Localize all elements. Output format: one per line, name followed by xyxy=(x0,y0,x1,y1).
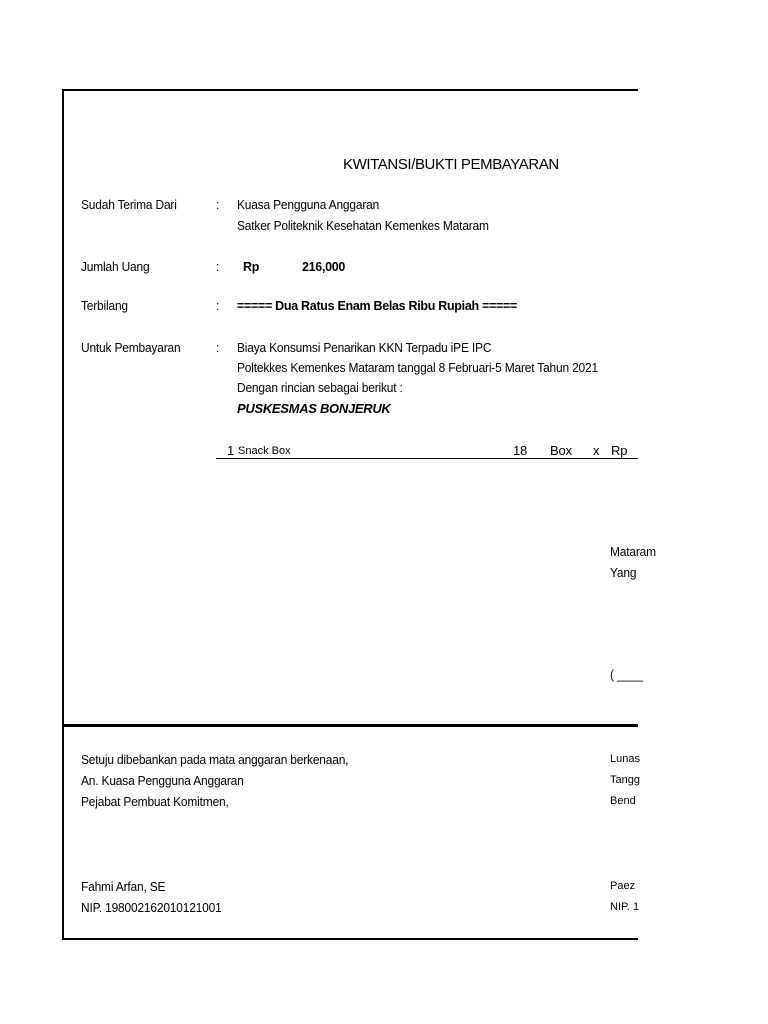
purpose-label: Untuk Pembayaran xyxy=(81,340,181,355)
section-divider xyxy=(62,724,638,727)
treasurer-line3: Bend xyxy=(610,795,636,807)
amount-currency: Rp xyxy=(243,260,260,274)
approval-line2: An. Kuasa Pengguna Anggaran xyxy=(81,773,244,788)
item-underline xyxy=(216,458,638,459)
receiver-line1: Mataram xyxy=(610,544,656,559)
received-from-line1: Kuasa Pengguna Anggaran xyxy=(237,197,380,212)
treasurer-nip: NIP. 1 xyxy=(610,901,640,913)
purpose-line1: Biaya Konsumsi Penarikan KKN Terpadu iPE IPC xyxy=(237,340,492,355)
purpose-location: PUSKESMAS BONJERUK xyxy=(237,401,391,416)
in-words-value: ===== Dua Ratus Enam Belas Ribu Rupiah ===== xyxy=(237,299,517,313)
purpose-colon: : xyxy=(216,340,220,355)
approver-name: Fahmi Arfan, SE xyxy=(81,879,166,894)
receipt-frame xyxy=(62,89,638,940)
approval-line3: Pejabat Pembuat Komitmen, xyxy=(81,794,229,809)
item-number: 1 xyxy=(227,443,235,458)
receiver-block xyxy=(610,540,656,700)
treasurer-block xyxy=(610,750,640,920)
item-currency: Rp xyxy=(611,443,628,458)
receiver-signature: ( ____ xyxy=(610,667,643,682)
amount-label: Jumlah Uang xyxy=(81,259,150,274)
item-times: x xyxy=(593,443,600,458)
item-unit: Box xyxy=(550,443,572,458)
received-from-colon: : xyxy=(216,197,220,212)
received-from-line2: Satker Politeknik Kesehatan Kemenkes Mataram xyxy=(237,218,489,233)
purpose-line3: Dengan rincian sebagai berikut : xyxy=(237,380,403,395)
in-words-label: Terbilang xyxy=(81,298,128,313)
in-words-colon: : xyxy=(216,298,220,313)
approver-nip: NIP. 198002162010121001 xyxy=(81,900,222,915)
purpose-line2: Poltekkes Kemenkes Mataram tanggal 8 Februari-5 Maret Tahun 2021 xyxy=(237,360,598,375)
receipt-title: KWITANSI/BUKTI PEMBAYARAN xyxy=(343,156,559,173)
amount-colon: : xyxy=(216,259,220,274)
item-qty: 18 xyxy=(513,443,528,458)
received-from-label: Sudah Terima Dari xyxy=(81,197,177,212)
treasurer-line2: Tangg xyxy=(610,774,640,786)
treasurer-name: Paez xyxy=(610,880,636,892)
item-name: Snack Box xyxy=(238,445,291,457)
amount-value: 216,000 xyxy=(302,260,346,274)
receiver-line2: Yang xyxy=(610,565,637,580)
treasurer-line1: Lunas xyxy=(610,753,640,765)
approval-line1: Setuju dibebankan pada mata anggaran berkenaan, xyxy=(81,752,349,767)
